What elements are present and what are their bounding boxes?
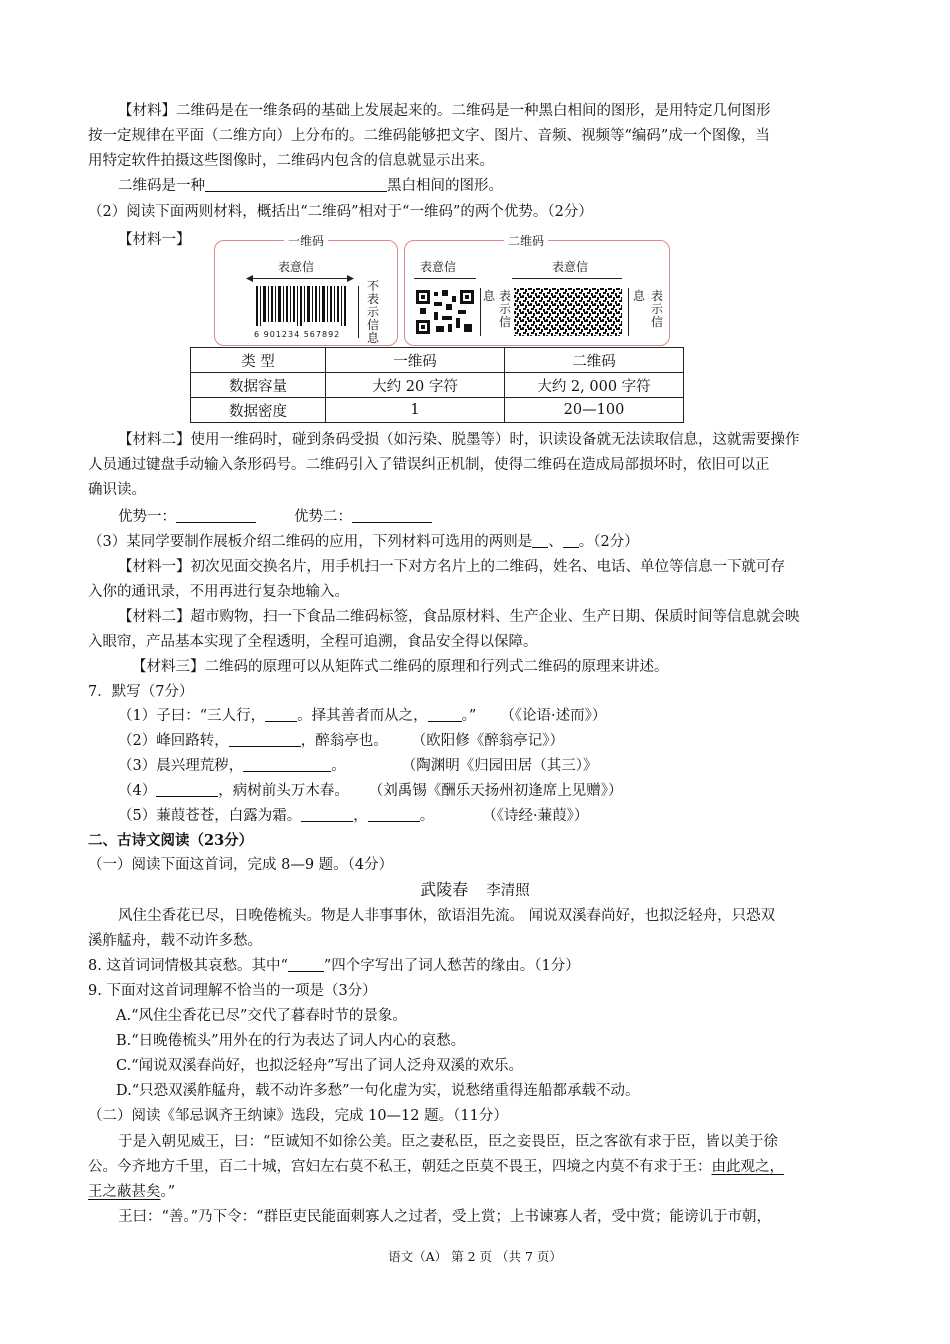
answer-blank[interactable]	[428, 705, 462, 722]
poem-title: 武陵春	[420, 880, 469, 899]
qr-large-height-arrow	[628, 288, 629, 336]
answer-blank[interactable]	[288, 955, 324, 972]
barcode-digits: 6 901234 567892	[254, 330, 341, 339]
advantages-line	[118, 505, 432, 529]
table-cell: 数据密度	[191, 398, 326, 423]
q7-text: 。	[331, 758, 346, 774]
prose-underlined: 由此观之，	[711, 1159, 784, 1175]
barcode-height-arrow	[358, 286, 359, 338]
q3-title	[88, 530, 639, 554]
q7-item	[118, 729, 564, 753]
fill-prefix: 二维码是一种	[118, 178, 205, 194]
q7-item	[118, 704, 606, 728]
qr-small-width-arrow	[414, 278, 476, 279]
answer-blank[interactable]	[229, 730, 301, 747]
material-two-line: 确识读。	[88, 482, 146, 498]
qr-large-image	[514, 288, 622, 336]
part-two-title: （二）阅读《邹忌讽齐王纳谏》选段，完成 10—12 题。（11分）	[88, 1108, 508, 1124]
intro-fill-line	[118, 174, 503, 198]
answer-blank[interactable]	[532, 531, 548, 548]
q7-text: （1）子曰：“三人行，	[118, 708, 266, 724]
answer-blank[interactable]	[563, 531, 579, 548]
q7-text: 。择其善者而从之，	[297, 708, 428, 724]
q8-text: 8. 这首词词情极其哀愁。其中“	[88, 958, 288, 974]
qr-small-image	[414, 288, 476, 336]
q7-text: （2）峰回路转，	[118, 733, 229, 749]
q7-item	[118, 779, 622, 803]
table-row	[191, 373, 684, 398]
prose-line: 王曰：“善。”乃下令：“群臣吏民能面刺寡人之过者，受上赏；上书谏寡人者，受中赏；能谤讥于市朝，	[118, 1209, 771, 1225]
q8-line	[88, 954, 580, 978]
qr-large-vertical-note-b: 表示信	[650, 289, 663, 329]
intro-para-line: 用特定软件拍摄这些图像时，二维码内包含的信息就显示出来。	[88, 153, 494, 169]
q7-source: （陶渊明《归园田居（其三）》	[401, 758, 598, 774]
q3-title-text: （3）某同学要制作展板介绍二维码的应用，下列材料可选用的两则是	[88, 534, 533, 550]
part-one-title: （一）阅读下面这首词，完成 8—9 题。（4分）	[88, 857, 394, 873]
qr-small-height-arrow	[480, 288, 481, 336]
intro-para-line: 【材料】二维码是在一维条码的基础上发展起来的。二维码是一种黑白相间的图形，是用特定几何图形	[118, 103, 771, 119]
prose-line: 于是入朝见威王，曰：“臣诚知不如徐公美。臣之妻私臣，臣之妾畏臣，臣之客欲有求于臣，皆以美于徐	[118, 1134, 778, 1150]
answer-blank[interactable]	[243, 755, 331, 772]
q9-option-c: C.“闻说双溪春尚好，也拟泛轻舟”写出了词人泛舟双溪的欢乐。	[116, 1058, 524, 1074]
poem-line: 溪舴艋舟，载不动许多愁。	[88, 933, 262, 949]
advantage-two-label: 优势二：	[294, 509, 352, 525]
q9-option-d: D.“只恐双溪舴艋舟，载不动许多愁”一句化虚为实，说愁绪重得连船都承载不动。	[116, 1083, 640, 1099]
prose-text: 公。今齐地方千里，百二十城，宫妇左右莫不私王，朝廷之臣莫不畏王，四境之内莫不有求于王：	[88, 1159, 712, 1175]
q7-text: 。”	[461, 708, 477, 724]
qr-small-arrow-label: 表意信	[420, 260, 457, 274]
answer-blank[interactable]	[205, 175, 387, 192]
qr-large-vertical-note-a: 息	[632, 289, 645, 303]
table-header-cell: 一维码	[326, 348, 505, 373]
q9-option-b: B.“日晚倦梳头”用外在的行为表达了词人内心的哀愁。	[116, 1033, 466, 1049]
barcode-arrowheads	[246, 274, 356, 283]
q3-material-line: 【材料三】二维码的原理可以从矩阵式二维码的原理和行列式二维码的原理来讲述。	[132, 659, 669, 675]
qr-mid-vertical-note: 表示信	[498, 289, 511, 329]
answer-blank[interactable]	[156, 780, 218, 797]
q8-text: ”四个字写出了词人愁苦的缘由。（1分）	[323, 958, 580, 974]
answer-blank[interactable]	[368, 805, 420, 822]
intro-para-line: 按一定规律在平面（二维方向）上分布的。二维码能够把文字、图片、音频、视频等“编码”成一个图像，当	[88, 128, 770, 144]
page-footer: 语文（A） 第 2 页 （共 7 页）	[388, 1249, 562, 1264]
q7-source: （《论语·述而》）	[500, 708, 607, 724]
poem-line: 风住尘香花已尽，日晚倦梳头。物是人非事事休，欲语泪先流。 闻说双溪春尚好，也拟泛轻舟，只恐双	[118, 908, 776, 924]
table-cell: 大约 20 字符	[326, 373, 505, 398]
q2-title: （2）阅读下面两则材料，概括出“二维码”相对于“一维码”的两个优势。（2分）	[88, 204, 593, 220]
material-two-line: 人员通过键盘手动输入条形码号。二维码引入了错误纠正机制，使得二维码在造成局部损坏时，依旧可以正	[88, 457, 770, 473]
q7-text: ，病树前头万木春。	[218, 783, 349, 799]
qrcode-figure-title: 二维码	[504, 232, 548, 249]
table-row	[191, 398, 684, 423]
q3-material-line: 入眼帘，产品基本实现了全程透明，全程可追溯，食品安全得以保障。	[88, 634, 538, 650]
q7-source: （《诗经·蒹葭》）	[482, 808, 589, 824]
table-cell: 1	[326, 398, 505, 423]
answer-blank[interactable]	[352, 506, 432, 523]
table-header-row	[191, 348, 684, 373]
answer-blank[interactable]	[301, 805, 353, 822]
section-two-title: 二、古诗文阅读（23分）	[88, 832, 254, 849]
barcode-arrow-label: 表意信	[278, 260, 315, 274]
prose-text: 。”	[160, 1184, 176, 1200]
comparison-table	[190, 347, 684, 423]
q7-text: 。	[419, 808, 435, 824]
poem-heading	[0, 878, 950, 903]
q7-item	[118, 754, 597, 778]
q9-option-a: A.“风住尘香花已尽”交代了暮春时节的景象。	[116, 1008, 407, 1024]
barcode-vertical-note: 不表示信息	[366, 279, 379, 345]
poem-author: 李清照	[486, 883, 530, 899]
q7-text: ，	[353, 808, 368, 824]
prose-underlined: 王之蔽甚矣	[88, 1184, 161, 1200]
qr-large-arrow-label: 表意信	[552, 260, 589, 274]
advantage-one-label: 优势一：	[118, 509, 176, 525]
q3-title-points: 。（2分）	[578, 534, 639, 550]
answer-blank[interactable]	[176, 506, 256, 523]
q7-text: （4）	[118, 783, 157, 799]
q3-material-line: 入你的通讯录，不用再进行复杂地输入。	[88, 584, 349, 600]
q3-material-line: 【材料二】超市购物，扫一下食品二维码标签，食品原材料、生产企业、生产日期、保质时间等信息就会映	[118, 609, 800, 625]
barcode-image	[252, 286, 352, 334]
prose-line	[88, 1180, 175, 1204]
table-header-cell: 二维码	[505, 348, 684, 373]
q7-source: （刘禹锡《酬乐天扬州初逢席上见赠》）	[368, 783, 623, 799]
q7-title: 7．默写（7分）	[88, 684, 194, 700]
material-one-label: 【材料一】	[118, 232, 191, 248]
q7-text: （3）晨兴理荒秽，	[118, 758, 244, 774]
answer-blank[interactable]	[265, 705, 297, 722]
q7-text: ，醉翁亭也。	[300, 733, 388, 749]
q7-item	[118, 804, 588, 828]
table-header-cell: 类 型	[191, 348, 326, 373]
q3-material-line: 【材料一】初次见面交换名片，用手机扫一下对方名片上的二维码，姓名、电话、单位等信息一下就可存	[118, 559, 785, 575]
q3-sep: 、	[548, 534, 563, 550]
table-cell: 20—100	[505, 398, 684, 423]
prose-line	[88, 1155, 784, 1179]
material-two-line: 【材料二】使用一维码时，碰到条码受损（如污染、脱墨等）时，识读设备就无法读取信息，这就需要操作	[118, 432, 800, 448]
q7-source: （欧阳修《醉翁亭记》）	[411, 733, 564, 749]
table-cell: 数据容量	[191, 373, 326, 398]
q9-title: 9. 下面对这首词理解不恰当的一项是（3分）	[88, 983, 377, 999]
table-cell: 大约 2, 000 字符	[505, 373, 684, 398]
qr-large-width-arrow	[512, 278, 622, 279]
fill-suffix: 黑白相间的图形。	[387, 178, 503, 194]
qr-small-vertical-note: 息	[482, 289, 495, 303]
q7-text: （5）蒹葭苍苍，白露为霜。	[118, 808, 302, 824]
barcode-figure-title: 一维码	[284, 232, 328, 249]
